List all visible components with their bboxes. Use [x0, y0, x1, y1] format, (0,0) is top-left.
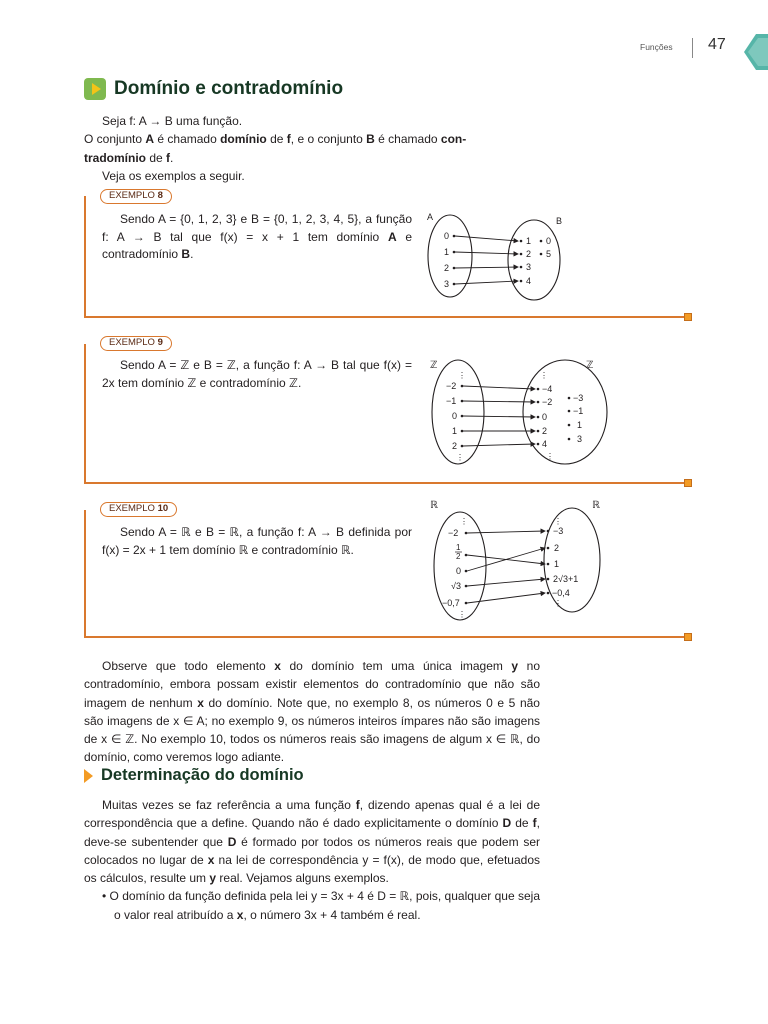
arrow-icon	[84, 769, 93, 783]
image-neg4: −4	[542, 384, 553, 394]
image-2: 2	[542, 426, 548, 436]
example-10-footline	[84, 636, 684, 638]
domain-0: 0	[456, 566, 462, 576]
domain-dots-top: ⋮	[460, 517, 468, 526]
example-9-marker	[684, 479, 692, 487]
domain-2: 2	[444, 263, 450, 273]
extra-5: 5	[546, 249, 552, 259]
domain-2: 2	[452, 441, 458, 451]
subsection-heading: Determinação do domínio	[101, 766, 304, 784]
image-neg2: −2	[542, 397, 553, 407]
set-b-label: B	[556, 216, 563, 226]
image-4: 4	[542, 439, 548, 449]
image-neg04: −0,4	[552, 588, 570, 598]
example-10-diagram	[420, 498, 610, 622]
image-2: 2	[526, 249, 532, 259]
image-dots-top: ⋮	[540, 371, 548, 380]
example-10-text: Sendo A = ℝ e B = ℝ, a função f: A → B definida por f(x) = 2x + 1 tem domínio ℝ e contradomínio ℝ.	[102, 525, 412, 557]
domain-dots-bottom: ⋮	[456, 453, 464, 462]
page-header	[600, 34, 768, 70]
section-name: Funções	[640, 42, 673, 52]
domain-neg2: −2	[446, 381, 457, 391]
determination-paragraph: Muitas vezes se faz referência a uma função f, dizendo apenas qual é a lei de correspondência que a define. Quando não é dado explicitamente o domínio D de f, deve-se subentender que D é formado por todos os números reais que podem ser colocados no lugar de x na lei de correspondência y = f(x), de modo que, efetuados os cálculos, resulte um y real. Vejamos alguns exemplos. • O domínio da função definida pela lei y = 3x + 4 é D = ℝ, pois, qualquer que seja o valor real atribuído a x, o número 3x + 4 também é real.	[84, 796, 540, 924]
section-title	[84, 78, 343, 100]
image-3: 3	[526, 262, 532, 272]
domain-0: 0	[444, 231, 450, 241]
intro-line-4: Veja os exemplos a seguir.	[102, 168, 245, 183]
image-0: 0	[542, 412, 548, 422]
header-divider	[692, 38, 693, 58]
example-8-text: Sendo A = {0, 1, 2, 3} e B = {0, 1, 2, 3, 4, 5}, a função f: A → B tal que f(x) = x + 1 tem domínio A e contradomínio B.	[102, 212, 412, 261]
bullet-item: • O domínio da função definida pela lei y = 3x + 4 é D = ℝ, pois, qualquer que seja o valor real atribuído a x, o número 3x + 4 também é real.	[102, 889, 540, 922]
example-10-rule	[84, 510, 86, 638]
example-10-marker	[684, 633, 692, 641]
example-9-diagram	[420, 356, 610, 468]
example-9-footline	[84, 482, 684, 484]
image-dots-bottom: ⋮	[554, 599, 562, 608]
play-icon	[84, 78, 106, 100]
intro-text	[84, 112, 540, 185]
domain-dots-top: ⋮	[458, 371, 466, 380]
domain-half-num: 1	[456, 543, 461, 552]
domain-dots-bottom: ⋮	[458, 610, 466, 619]
domain-half-den: 2	[456, 552, 461, 561]
domain-3: 3	[444, 279, 450, 289]
image-2sqrt3plus1: 2√3+1	[553, 574, 579, 584]
extra-neg3: −3	[573, 393, 584, 403]
example-10-tag: EXEMPLO 10	[100, 502, 177, 517]
image-1: 1	[526, 236, 532, 246]
set-a-label: ℝ	[430, 500, 438, 511]
domain-neg1: −1	[446, 396, 457, 406]
example-9-text: Sendo A = ℤ e B = ℤ, a função f: A → B tal que f(x) = 2x tem domínio ℤ e contradomínio ℤ.	[102, 358, 412, 390]
intro-line-2: O conjunto A é chamado domínio de f, e o conjunto B é chamado con-	[84, 132, 467, 147]
set-b-label: ℤ	[586, 360, 594, 371]
domain-sqrt3: √3	[451, 581, 461, 591]
image-1: 1	[554, 559, 560, 569]
domain-0: 0	[452, 411, 458, 421]
intro-line-3: tradomínio de f.	[84, 150, 174, 165]
extra-3: 3	[577, 434, 583, 444]
extra-0: 0	[546, 236, 552, 246]
observation-paragraph: Observe que todo elemento x do domínio tem uma única imagem y no contradomínio, embora possam existir elementos do contradomínio que não são imagem de nenhum x do domínio. Note que, no exemplo 8, os números 0 e 5 não são imagens de x ∈ A; no exemplo 9, os números inteiros ímpares não são imagens de x ∈ ℤ. No exemplo 10, todos os números reais são imagens de algum x ∈ ℝ, do domínio, como veremos logo adiante.	[84, 659, 540, 765]
image-dots-top: ⋮	[554, 517, 562, 526]
domain-1: 1	[444, 247, 450, 257]
subsection-title	[84, 766, 304, 785]
image-2: 2	[554, 543, 560, 553]
domain-1: 1	[452, 426, 458, 436]
example-8-diagram	[420, 206, 570, 302]
set-a-label: A	[427, 212, 434, 222]
image-dots-bottom: ⋮	[546, 452, 554, 461]
image-4: 4	[526, 276, 532, 286]
domain-neg07: −0,7	[442, 598, 460, 608]
intro-line-1: Seja f: A → B uma função.	[102, 114, 243, 128]
extra-1: 1	[577, 420, 583, 430]
page-title: Domínio e contradomínio	[114, 78, 344, 99]
example-8-tag: EXEMPLO 8	[100, 189, 172, 204]
page-number: 47	[708, 36, 726, 53]
example-8-marker	[684, 313, 692, 321]
image-neg3: −3	[553, 526, 564, 536]
set-b-label: ℝ	[592, 500, 600, 511]
example-8-footline	[84, 316, 684, 318]
example-8-rule	[84, 196, 86, 318]
example-9-rule	[84, 344, 86, 484]
extra-neg1: −1	[573, 406, 584, 416]
domain-neg2: −2	[448, 528, 459, 538]
set-a-label: ℤ	[430, 360, 438, 371]
example-9-tag: EXEMPLO 9	[100, 336, 172, 351]
page-tab-icon	[742, 34, 768, 70]
